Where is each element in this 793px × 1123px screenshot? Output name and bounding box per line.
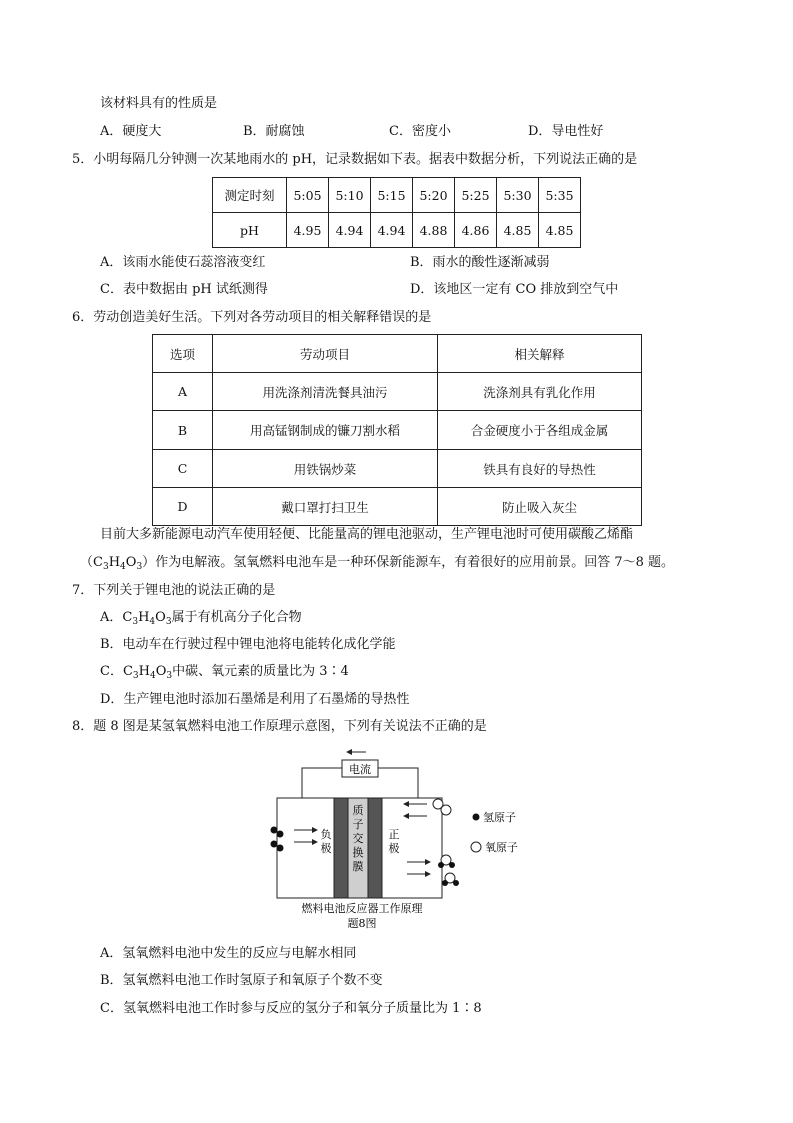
q5-option-b: B．雨水的酸性逐渐减弱 (410, 255, 550, 270)
q6-cell: 用铁锅炒菜 (213, 450, 438, 488)
figure-label: 题8图 (347, 917, 377, 930)
membrane-char: 质 (352, 804, 364, 817)
q6-cell: B (153, 411, 213, 450)
q5-ph-table (212, 177, 581, 248)
membrane-char: 子 (352, 818, 364, 831)
q5-option-a: A．该雨水能使石蕊溶液变红 (100, 255, 266, 270)
figure-caption: 燃料电池反应器工作原理 (301, 902, 423, 915)
q6-cell: 铁具有良好的导热性 (438, 450, 642, 488)
q6-cell: A (153, 373, 213, 411)
q7-option-b: B．电动车在行驶过程中锂电池将电能转化成化学能 (100, 637, 396, 652)
q6-table (152, 334, 642, 526)
q5-ph-cell: 4.88 (413, 213, 455, 248)
membrane-char: 交 (352, 832, 364, 845)
hydrogen-atom-legend-icon (473, 814, 480, 821)
q8-option-b: B．氢氧燃料电池工作时氢原子和氧原子个数不变 (100, 973, 383, 988)
q4-option-d: D．导电性好 (528, 124, 604, 139)
q4-option-a: A．硬度大 (100, 124, 162, 139)
q7-stem: 7．下列关于锂电池的说法正确的是 (72, 583, 276, 598)
q7-option-a: A．$C_3H_4O_3$属于有机高分子化合物 (100, 610, 302, 627)
q5-row2-label: pH (213, 213, 287, 248)
q8-option-a: A．氢氧燃料电池中发生的反应与电解水相同 (100, 946, 357, 961)
q6-cell: 合金硬度小于各组成金属 (438, 411, 642, 450)
q4-option-b: B．耐腐蚀 (243, 124, 305, 139)
negative-label: 极 (320, 842, 332, 855)
q7-option-c: C．$C_3H_4O_3$中碳、氧元素的质量比为 3∶4 (100, 664, 349, 681)
q4-stem-tail: 该材料具有的性质是 (100, 96, 218, 111)
q5-time-cell: 5:20 (413, 178, 455, 213)
q8-option-c: C．氢氧燃料电池工作时参与反应的氢分子和氧分子质量比为 1∶8 (100, 1001, 482, 1016)
q5-time-cell: 5:30 (497, 178, 539, 213)
positive-label: 正 (388, 828, 400, 841)
current-label: 电流 (349, 763, 371, 776)
positive-label: 极 (388, 842, 400, 855)
q6-cell: 洗涤剂具有乳化作用 (438, 373, 642, 411)
passage-line-2: $(C_3H_4O_3)$作为电解液。氢氧燃料电池车是一种环保新能源车，有着很好的应用前景。回答 7～8 题。 (80, 555, 674, 572)
q5-stem: 5．小明每隔几分钟测一次某地雨水的 pH，记录数据如下表。据表中数据分析，下列说法正确的是 (72, 152, 638, 167)
q5-option-c: C．表中数据由 pH 试纸测得 (100, 282, 268, 297)
q5-ph-cell: 4.95 (287, 213, 329, 248)
q6-header: 劳动项目 (213, 335, 438, 373)
q5-time-cell: 5:05 (287, 178, 329, 213)
q8-stem: 8．题 8 图是某氢氧燃料电池工作原理示意图，下列有关说法不正确的是 (72, 719, 487, 734)
q6-header: 选项 (153, 335, 213, 373)
water-molecule-icon (442, 873, 459, 886)
q6-header: 相关解释 (438, 335, 642, 373)
q4-option-c: C．密度小 (389, 124, 451, 139)
q5-time-cell: 5:15 (371, 178, 413, 213)
membrane-char: 膜 (352, 860, 364, 873)
q7-option-d: D．生产锂电池时添加石墨烯是利用了石墨烯的导热性 (100, 692, 410, 707)
q5-ph-cell: 4.85 (497, 213, 539, 248)
q5-time-cell: 5:35 (539, 178, 581, 213)
q5-ph-cell: 4.86 (455, 213, 497, 248)
q6-cell: D (153, 488, 213, 526)
membrane-char: 换 (352, 846, 364, 859)
q6-cell: 用高锰钢制成的镰刀割水稻 (213, 411, 438, 450)
q5-ph-cell: 4.94 (329, 213, 371, 248)
q5-ph-cell: 4.85 (539, 213, 581, 248)
q6-stem: 6．劳动创造美好生活。下列对各劳动项目的相关解释错误的是 (72, 310, 432, 325)
legend-oxygen: 氧原子 (485, 841, 518, 854)
passage-line-1: 目前大多新能源电动汽车使用轻便、比能量高的锂电池驱动，生产锂电池时可使用碳酸乙烯酯 (100, 527, 634, 542)
q6-cell: C (153, 450, 213, 488)
q5-option-d: D．该地区一定有 CO 排放到空气中 (410, 282, 619, 297)
negative-label: 负 (320, 828, 332, 841)
q5-time-cell: 5:25 (455, 178, 497, 213)
q5-row1-label: 测定时刻 (213, 178, 287, 213)
q6-cell: 防止吸入灰尘 (438, 488, 642, 526)
fuel-cell-diagram (240, 744, 550, 934)
oxygen-atom-legend-icon (471, 842, 481, 852)
q6-cell: 用洗涤剂清洗餐具油污 (213, 373, 438, 411)
q5-ph-cell: 4.94 (371, 213, 413, 248)
q6-cell: 戴口罩打扫卫生 (213, 488, 438, 526)
legend-hydrogen: 氢原子 (483, 811, 516, 824)
q5-time-cell: 5:10 (329, 178, 371, 213)
